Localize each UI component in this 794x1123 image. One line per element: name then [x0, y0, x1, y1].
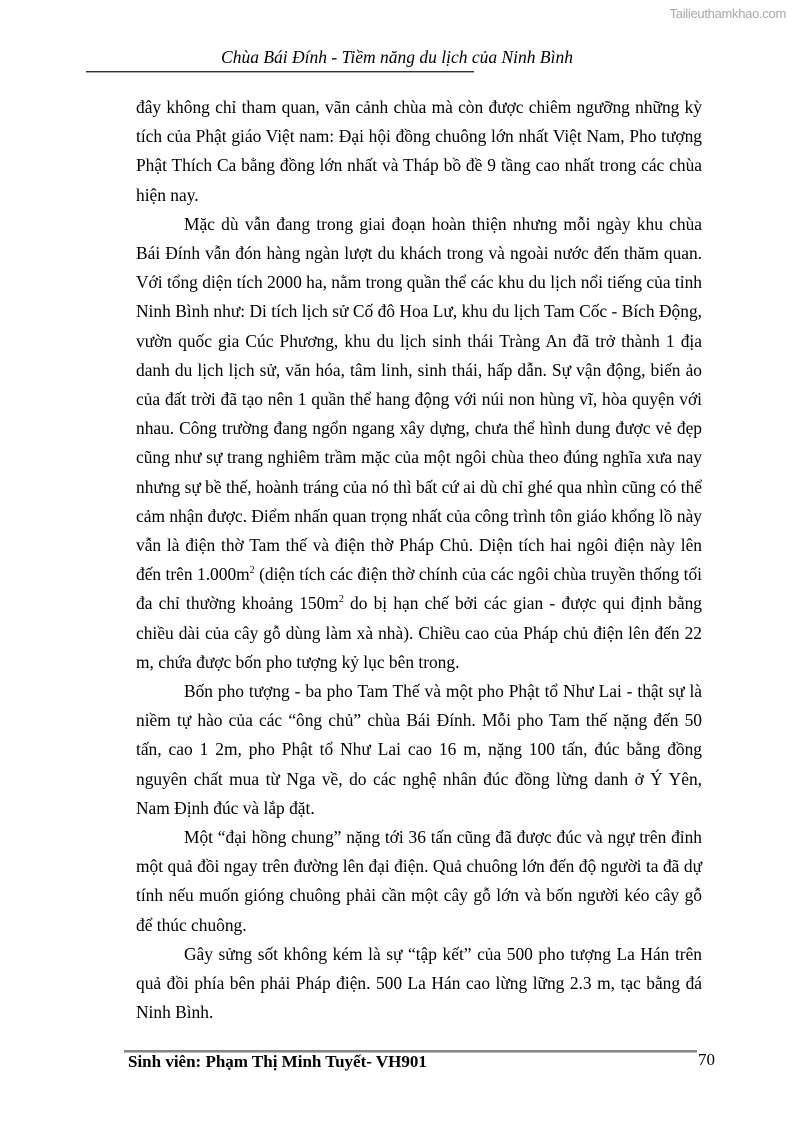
paragraph-text: do bị hạn chế bởi các gian - được qui định bằng chiều dài của cây gỗ dùng làm xà nhà). Chiều cao của Pháp chủ điện lên đến 22 m, chứa được bốn pho tượng kỷ lục bên trong.: [136, 593, 702, 672]
page-number: 70: [698, 1050, 715, 1069]
footer-student-name: Sinh viên: Phạm Thị Minh Tuyết- VH901: [128, 1052, 427, 1071]
paragraph-statues: Bốn pho tượng - ba pho Tam Thế và một pho Phật tổ Như Lai - thật sự là niềm tự hào của các “ông chủ” chùa Bái Đính. Mỗi pho Tam thế nặng đến 50 tấn, cao 1 2m, pho Phật tổ Như Lai cao 16 m, nặng 100 tấn, đúc bằng đồng nguyên chất mua từ Nga về, do các nghệ nhân đúc đồng lừng danh ở Ý Yên, Nam Định đúc và lắp đặt.: [136, 681, 702, 818]
paragraph-arhats: Gây sửng sốt không kém là sự “tập kết” của 500 pho tượng La Hán trên quả đồi phía bên phải Pháp điện. 500 La Hán cao lừng lững 2.3 m, tạc bằng đá Ninh Bình.: [136, 943, 702, 1023]
paragraph-text: Mặc dù vẫn đang trong giai đoạn hoàn thiện nhưng mỗi ngày khu chùa Bái Đính vẫn đón hàng ngàn lượt du khách trong và ngoài nước đến thăm quan. Với tổng diện tích 2000 ha, nằm trong quần thể các khu du lịch nổi tiếng của tỉnh Ninh Bình như: Di tích lịch sử Cố đô Hoa Lư, khu du lịch Tam Cốc - Bích Động, vườn quốc gia Cúc Phương, khu du lịch sinh thái Tràng An đã trở thành 1 địa danh du lịch lịch sử, văn hóa, tâm linh, sinh thái, hấp dẫn. Sự vận động, biến ảo của đất trời đã tạo nên 1 quần thể hang động với núi non hùng vĩ, hòa quyện với nhau. Công trường đang ngổn ngang xây dựng, chưa thể hình dung được vẻ đẹp cũng như sự trang nghiêm trầm mặc của một ngôi chùa theo đúng nghĩa xưa nay nhưng sự bề thế, hoành tráng của nó thì bất cứ ai dù chỉ ghé qua nhìn cũng có thể cảm nhận được. Điểm nhấn quan trọng nhất của công trình tôn giáo khổng lồ này vẫn là điện thờ Tam thế và điện thờ Pháp Chủ. Diện tích hai ngôi điện này lên đến trên 1.000m: [136, 213, 702, 585]
paragraph-text: (diện tích các điện thờ chính của các ngôi chùa truyền thống tối đa chỉ thường khoảng 150m: [136, 564, 702, 614]
superscript: 2: [338, 594, 344, 606]
header-rule: [86, 71, 474, 73]
paragraph-continuation: đây không chỉ tham quan, vãn cảnh chùa mà còn được chiêm ngưỡng những kỳ tích của Phật giáo Việt nam: Đại hội đồng chuông lớn nhất Việt Nam, Pho tượng Phật Thích Ca bằng đồng lớn nhất và Tháp bồ đề 9 tầng cao nhất trong các chùa hiện nay.: [136, 97, 702, 205]
watermark: Tailieuthamkhao.com: [669, 6, 786, 21]
paragraph-visitors-and-area: [136, 210, 702, 677]
superscript: 2: [249, 565, 255, 577]
paragraph-great-bell: Một “đại hồng chung” nặng tới 36 tấn cũng đã được đúc và ngự trên đỉnh một quả đồi ngay trên đường lên đại điện. Quả chuông lớn đến độ người ta đã dự tính nếu muốn gióng chuông phải cần một cây gỗ lớn và bốn người kéo cây gỗ để thúc chuông.: [136, 827, 702, 935]
document-body: [136, 93, 702, 1028]
running-header-title: Chùa Bái Đính - Tiềm năng du lịch của Ninh Bình: [221, 47, 573, 67]
